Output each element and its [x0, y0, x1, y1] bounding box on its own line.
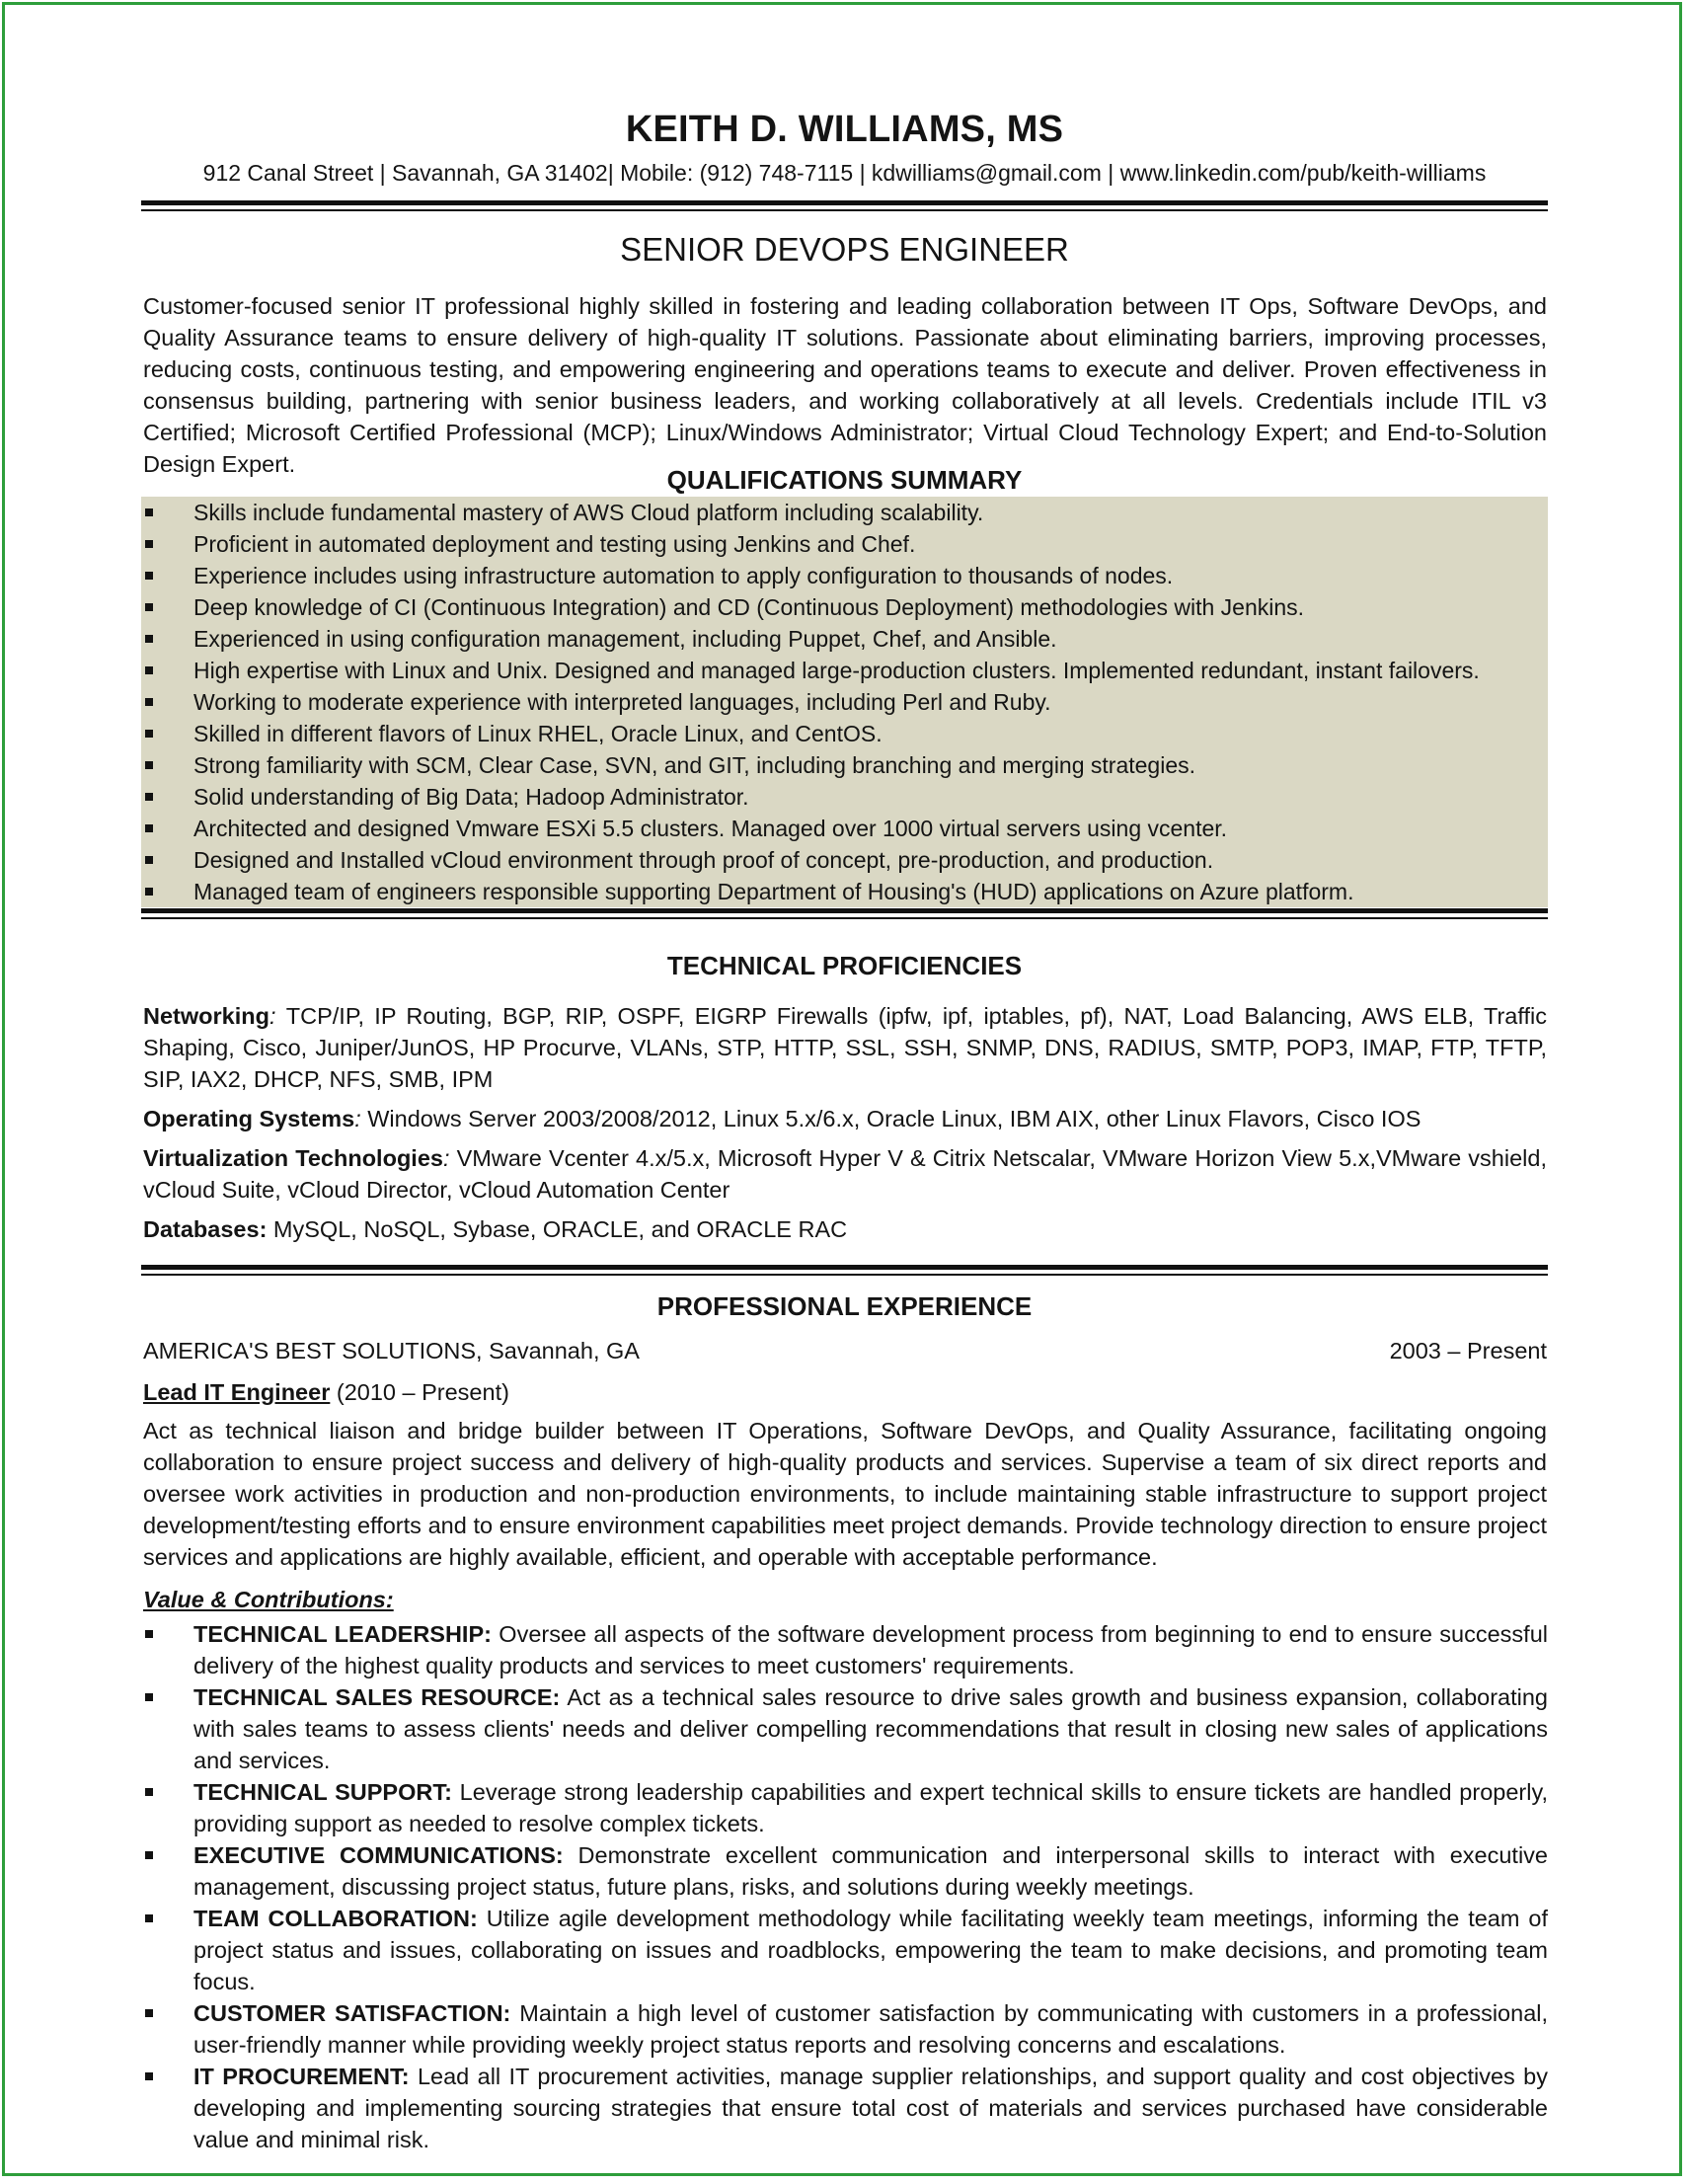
bullet-icon [145, 540, 153, 548]
bullet-icon [145, 888, 153, 896]
role-dates: (2010 – Present) [330, 1379, 509, 1405]
list-item: EXECUTIVE COMMUNICATIONS: Demonstrate excellent communication and interpersonal skills to interact with executive management, discussing project status, future plans, risks, and solutions during weekly meetings. [141, 1839, 1548, 1903]
list-item: Deep knowledge of CI (Continuous Integration) and CD (Continuous Deployment) methodologies with Jenkins. [141, 591, 1548, 623]
list-item: Experience includes using infrastructure automation to apply configuration to thousands of nodes. [141, 560, 1548, 591]
bullet-icon [145, 1788, 153, 1796]
list-item: High expertise with Linux and Unix. Designed and managed large-production clusters. Implemented redundant, instant failovers. [141, 655, 1548, 686]
role-description: Act as technical liaison and bridge builder between IT Operations, Software DevOps, and Quality Assurance, facilitating ongoing collaboration to ensure project success and delivery of high-quality products and services. Supervise a team of six direct reports and oversee work activities in production and non-production environments, to include maintaining stable infrastructure to support project development/testing efforts and to ensure environment capabilities meet project demands. Provide technology direction to ensure project services and applications are highly available, efficient, and operable with acceptable performance. [143, 1418, 1547, 1570]
bullet-icon [145, 698, 153, 706]
bullet-icon [145, 1851, 153, 1859]
technical-heading: TECHNICAL PROFICIENCIES [666, 951, 1023, 980]
experience-header [143, 1338, 1547, 1365]
contact-line: 912 Canal Street | Savannah, GA 31402| Mobile: (912) 748-7115 | kdwilliams@gmail.com | www.linkedin.com/pub/keith-williams [202, 160, 1487, 186]
bullet-icon [145, 2072, 153, 2080]
tech-networking: Networking: TCP/IP, IP Routing, BGP, RIP, OSPF, EIGRP Firewalls (ipfw, ipf, iptables, pf), NAT, Load Balancing, AWS ELB, Traffic Shaping, Cisco, Juniper/JunOS, HP Procurve, VLANs, STP, HTTP, SSL, SSH, SNMP, DNS, RADIUS, SMTP, POP3, IMAP, FTP, TFTP, SIP, IAX2, DHCP, NFS, SMB, IPM [143, 1003, 1547, 1092]
list-item: Designed and Installed vCloud environment through proof of concept, pre-production, and production. [141, 844, 1548, 876]
list-item: Managed team of engineers responsible supporting Department of Housing's (HUD) applications on Azure platform. [141, 876, 1548, 907]
bullet-icon [145, 761, 153, 769]
bullet-icon [145, 603, 153, 611]
role-title: Lead IT Engineer [143, 1379, 331, 1405]
bullet-icon [145, 635, 153, 643]
tech-databases: Databases: MySQL, NoSQL, Sybase, ORACLE, and ORACLE RAC [143, 1216, 848, 1242]
os-label: Operating Systems [143, 1106, 355, 1131]
list-item: Skilled in different flavors of Linux RHEL, Oracle Linux, and CentOS. [141, 718, 1548, 749]
bullet-icon [145, 1630, 153, 1638]
list-item: TECHNICAL LEADERSHIP: Oversee all aspects of the software development process from beginning to end to ensure successful delivery of the highest quality products and services to meet customers' requirements. [141, 1618, 1548, 1681]
bullet-icon [145, 1693, 153, 1701]
divider [141, 200, 1548, 211]
list-item: IT PROCUREMENT: Lead all IT procurement activities, manage supplier relationships, and support quality and cost objectives by developing and implementing sourcing strategies that ensure total cost of materials and services purchased have considerable value and minimal risk. [141, 2061, 1548, 2155]
bullet-icon [145, 666, 153, 674]
list-item: Proficient in automated deployment and testing using Jenkins and Chef. [141, 528, 1548, 560]
role-line [143, 1379, 509, 1406]
list-item: CUSTOMER SATISFACTION: Maintain a high level of customer satisfaction by communicating with customers in a professional, user-friendly manner while providing weekly project status reports and resolving concerns and escalations. [141, 1997, 1548, 2061]
list-item: Working to moderate experience with interpreted languages, including Perl and Ruby. [141, 686, 1548, 718]
tech-operating-systems: Operating Systems: Windows Server 2003/2008/2012, Linux 5.x/6.x, Oracle Linux, IBM AIX, other Linux Flavors, Cisco IOS [143, 1106, 1421, 1131]
list-item: Strong familiarity with SCM, Clear Case, SVN, and GIT, including branching and merging strategies. [141, 749, 1548, 781]
qualifications-list [141, 497, 1548, 907]
list-item: TEAM COLLABORATION: Utilize agile development methodology while facilitating weekly team meetings, informing the team of project status and issues, collaborating on issues and roadblocks, empowering the team to make decisions, and promoting team focus. [141, 1903, 1548, 1997]
bullet-icon [145, 856, 153, 864]
databases-label: Databases: [143, 1216, 268, 1242]
divider [141, 1265, 1548, 1276]
contributions-heading: Value & Contributions: [143, 1587, 394, 1612]
divider [141, 908, 1548, 919]
experience-heading: PROFESSIONAL EXPERIENCE [656, 1291, 1033, 1321]
list-item: Experienced in using configuration management, including Puppet, Chef, and Ansible. [141, 623, 1548, 655]
bullet-icon [145, 572, 153, 580]
list-item: TECHNICAL SUPPORT: Leverage strong leadership capabilities and expert technical skills to ensure tickets are handled properly, providing support as needed to resolve complex tickets. [141, 1776, 1548, 1839]
bullet-icon [145, 793, 153, 801]
candidate-name: KEITH D. WILLIAMS, MS [625, 109, 1064, 150]
list-item: Solid understanding of Big Data; Hadoop Administrator. [141, 781, 1548, 813]
bullet-icon [145, 730, 153, 738]
employment-dates: 2003 – Present [1389, 1338, 1547, 1364]
contributions-list [141, 1618, 1548, 2155]
networking-label: Networking [143, 1003, 269, 1029]
qualifications-heading: QUALIFICATIONS SUMMARY [666, 465, 1023, 495]
list-item: TECHNICAL SALES RESOURCE: Act as a technical sales resource to drive sales growth and business expansion, collaborating with sales teams to assess clients' needs and deliver compelling recommendations that result in closing new sales of applications and services. [141, 1681, 1548, 1776]
profile-title: SENIOR DEVOPS ENGINEER [620, 231, 1069, 268]
tech-virtualization: Virtualization Technologies: VMware Vcenter 4.x/5.x, Microsoft Hyper V & Citrix Netscalar, VMware Horizon View 5.x,VMware vshield, vCloud Suite, vCloud Director, vCloud Automation Center [143, 1145, 1547, 1203]
list-item: Architected and designed Vmware ESXi 5.5 clusters. Managed over 1000 virtual servers using vcenter. [141, 813, 1548, 844]
list-item: Skills include fundamental mastery of AWS Cloud platform including scalability. [141, 497, 1548, 528]
bullet-icon [145, 2009, 153, 2017]
profile-summary: Customer-focused senior IT professional highly skilled in fostering and leading collaboration between IT Ops, Software DevOps, and Quality Assurance teams to ensure delivery of high-quality IT solutions. Passionate about eliminating barriers, improving processes, reducing costs, continuous testing, and empowering engineering and operations teams to execute and deliver. Proven effectiveness in consensus building, partnering with senior business leaders, and working collaboratively at all levels. Credentials include ITIL v3 Certified; Microsoft Certified Professional (MCP); Linux/Windows Administrator; Virtual Cloud Technology Expert; and End-to-Solution Design Expert. [143, 293, 1547, 477]
bullet-icon [145, 1914, 153, 1922]
bullet-icon [145, 824, 153, 832]
bullet-icon [145, 508, 153, 516]
company-name: AMERICA'S BEST SOLUTIONS, Savannah, GA [143, 1338, 640, 1364]
virtualization-label: Virtualization Technologies [143, 1145, 443, 1171]
